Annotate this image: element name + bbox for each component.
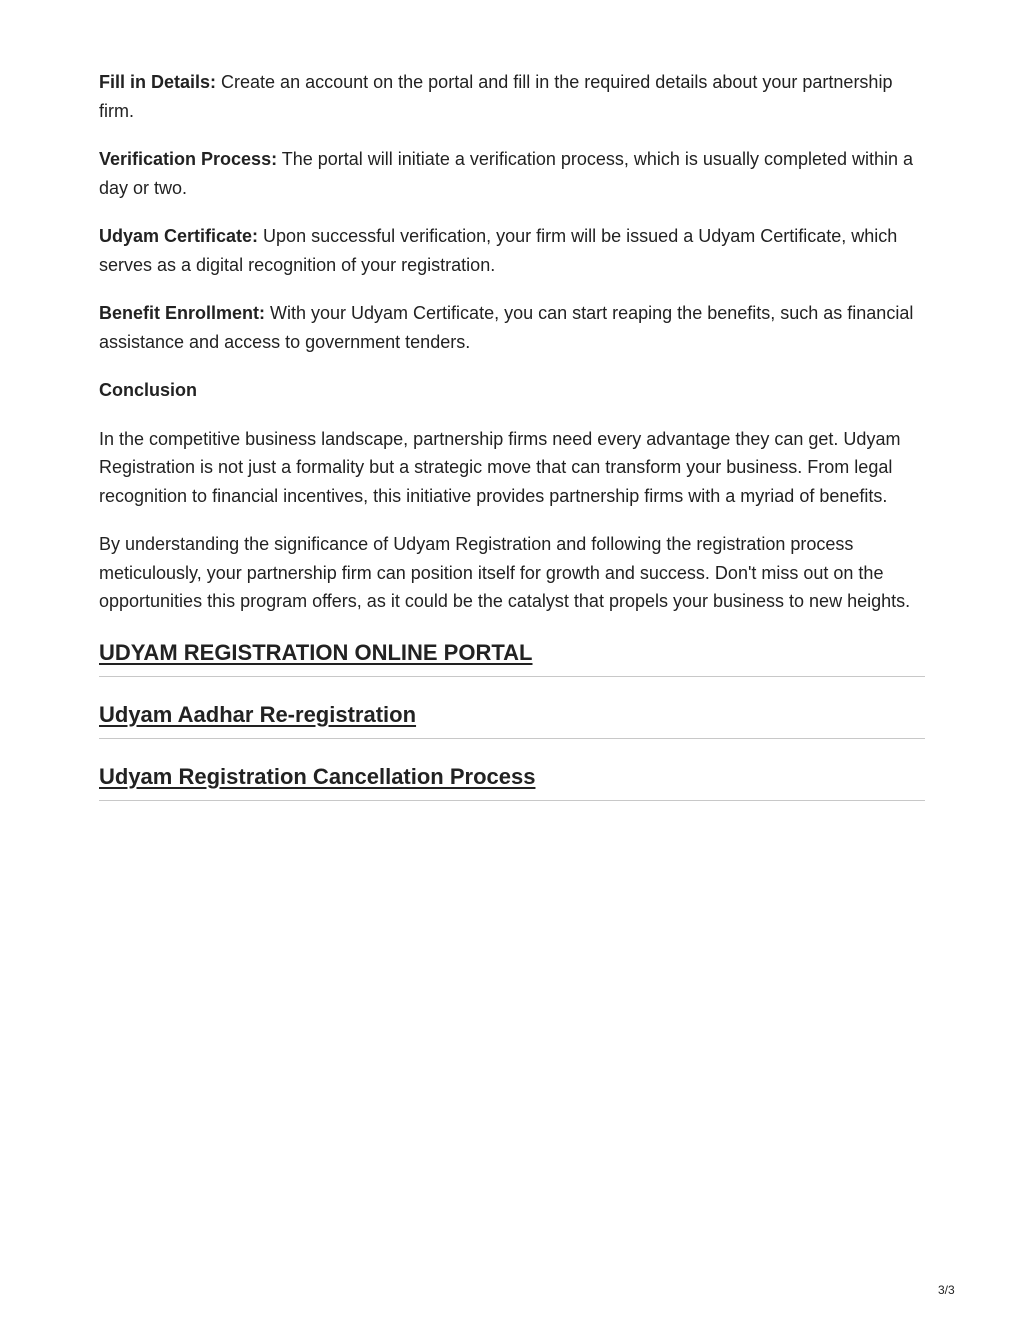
fill-details-text: Create an account on the portal and fill in the required details about your partnership firm. <box>99 72 893 121</box>
cancellation-link[interactable]: Udyam Registration Cancellation Process <box>99 763 536 789</box>
fill-details-label: Fill in Details: <box>99 72 217 92</box>
conclusion-paragraph-2: By understanding the significance of Udyam Registration and following the registration process meticulously, your partnership firm can position itself for growth and success. Don't miss out on the opportunities this program offers, as it could be the catalyst that propels your business to new heights. <box>99 534 911 611</box>
portal-link-block <box>99 638 925 677</box>
benefit-text: With your Udyam Certificate, you can start reaping the benefits, such as financial assistance and access to government tenders. <box>99 303 914 352</box>
portal-link[interactable]: UDYAM REGISTRATION ONLINE PORTAL <box>99 639 533 665</box>
certificate-paragraph <box>99 222 925 279</box>
conclusion-paragraph-1: In the competitive business landscape, partnership firms need every advantage they can get. Udyam Registration is not just a formality but a strategic move that can transform your business. From legal recognition to financial incentives, this initiative provides partnership firms with a myriad of benefits. <box>99 428 901 506</box>
conclusion-heading: Conclusion <box>99 380 197 400</box>
certificate-label: Udyam Certificate: <box>99 226 259 246</box>
document-body <box>99 68 925 801</box>
verification-label: Verification Process: <box>99 149 278 169</box>
verification-text: The portal will initiate a verification process, which is usually completed within a day or two. <box>99 149 914 198</box>
re-registration-link[interactable]: Udyam Aadhar Re-registration <box>99 701 417 727</box>
fill-details-paragraph <box>99 68 925 125</box>
benefit-label: Benefit Enrollment: <box>99 303 266 323</box>
page-number: 3/3 <box>938 1283 955 1297</box>
cancellation-link-block <box>99 762 925 801</box>
benefit-paragraph <box>99 299 925 356</box>
certificate-text: Upon successful verification, your firm will be issued a Udyam Certificate, which serves as a digital recognition of your registration. <box>99 226 898 275</box>
re-registration-link-block <box>99 700 925 739</box>
verification-paragraph <box>99 145 925 202</box>
